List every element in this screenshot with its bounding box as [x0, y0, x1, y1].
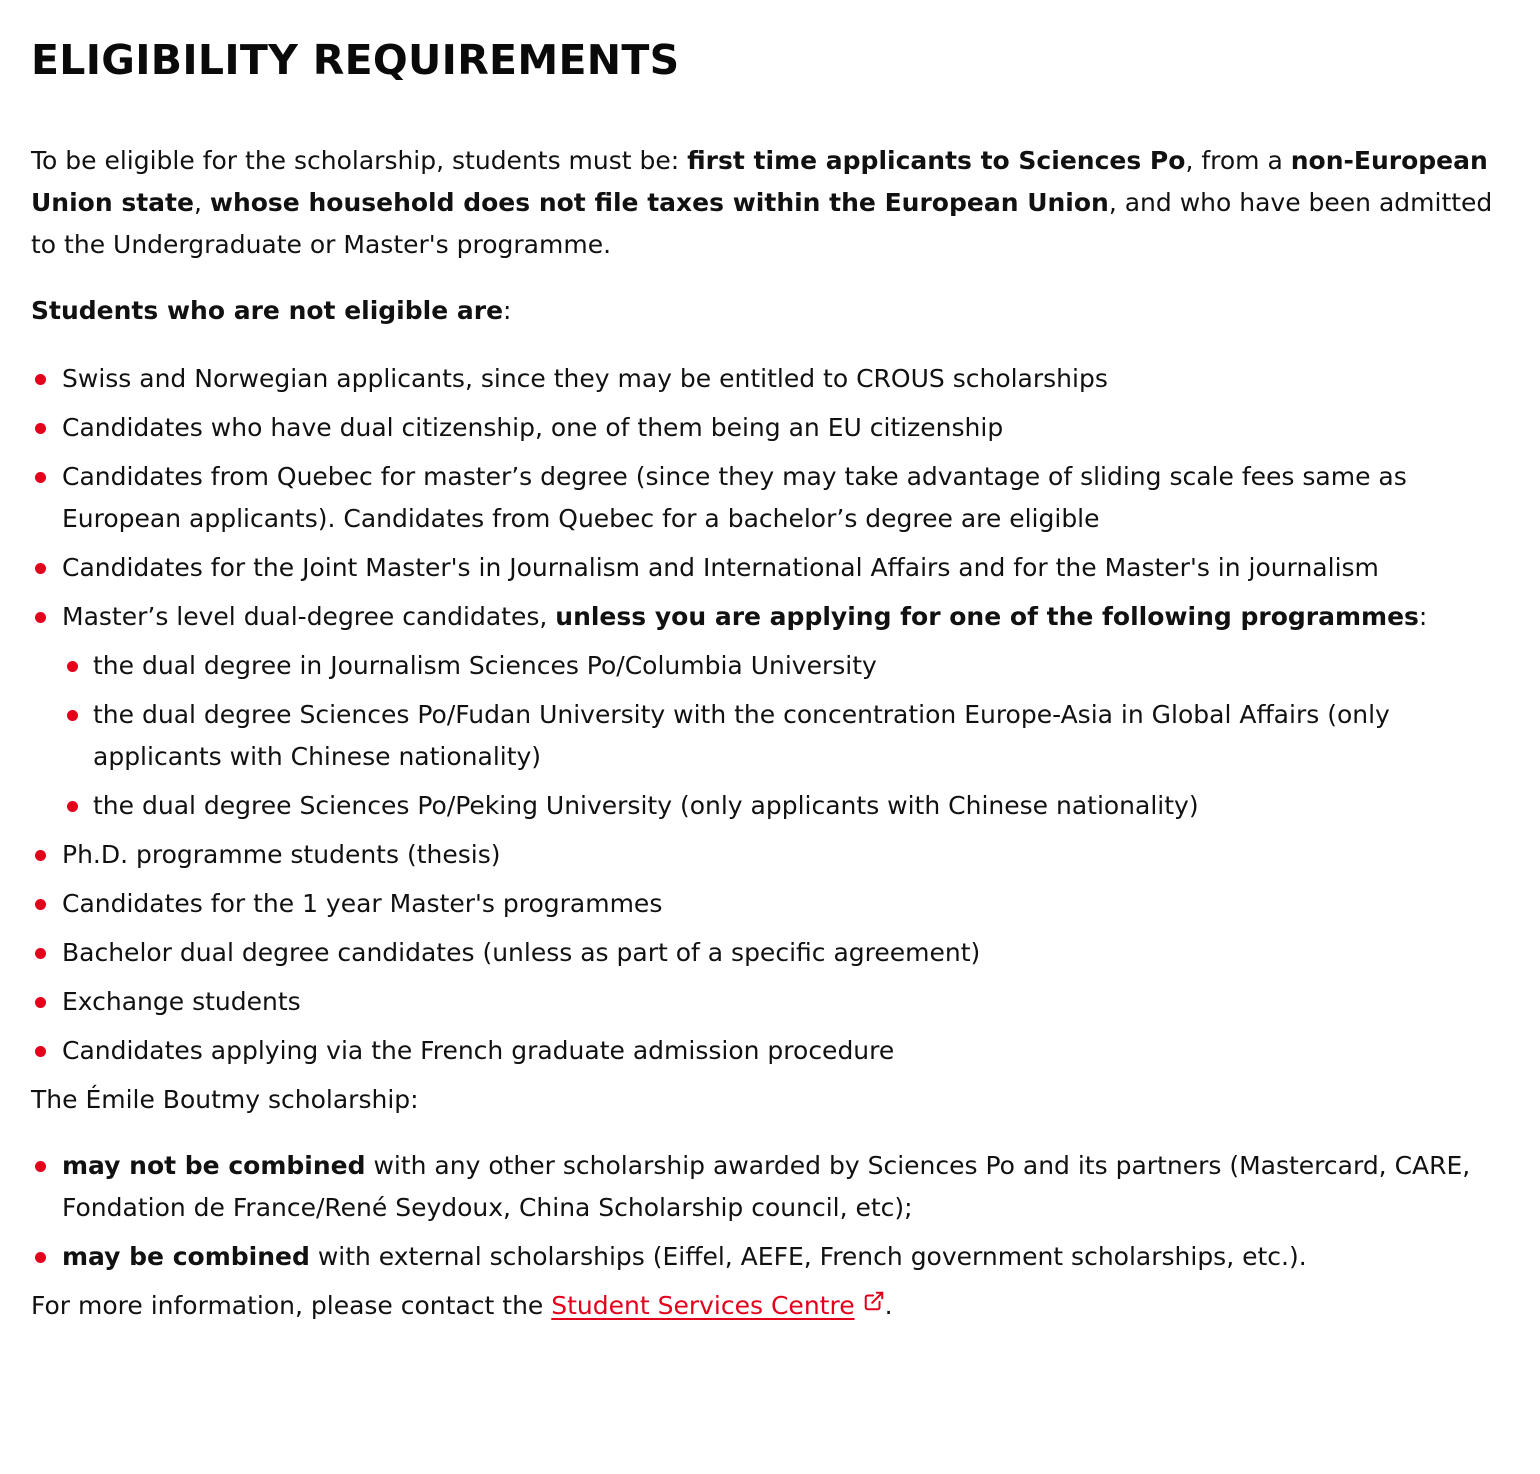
sublist-item-text: the dual degree in Journalism Sciences Po/Columbia University — [93, 651, 877, 680]
list-item — [31, 1145, 1520, 1229]
boutmy-item-bold: may be combined — [62, 1242, 310, 1271]
list-item-text: Ph.D. programme students (thesis) — [62, 840, 501, 869]
sublist-item — [62, 785, 1520, 827]
list-item — [31, 456, 1520, 540]
sublist-item-text: the dual degree Sciences Po/Peking University (only applicants with Chinese nationality) — [93, 791, 1199, 820]
intro-text-4: , and who have been admitted to the Undergraduate or Master's programme. — [31, 188, 1493, 259]
intro-text-3: , — [193, 188, 210, 217]
list-item-dual-degree — [31, 596, 1520, 827]
ineligible-list — [31, 358, 1520, 1072]
ineligible-heading — [31, 290, 1520, 332]
dual-degree-suffix: : — [1418, 602, 1428, 631]
sublist-item — [62, 694, 1520, 778]
page-title: ELIGIBILITY REQUIREMENTS — [31, 36, 680, 84]
list-item — [31, 932, 1520, 974]
list-item-text: Candidates from Quebec for master’s degree (since they may take advantage of sliding scale fees same as European applicants). Candidates from Quebec for a bachelor’s degree are eligible — [62, 462, 1407, 533]
intro-bold-non-eu: non-European Union state — [31, 146, 1488, 217]
list-item — [31, 883, 1520, 925]
list-item-text: Candidates who have dual citizenship, one of them being an EU citizenship — [62, 413, 1004, 442]
intro-bold-household: whose household does not file taxes within the European Union — [209, 188, 1109, 217]
boutmy-list — [31, 1145, 1520, 1278]
dual-degree-text: Master’s level dual-degree candidates, — [62, 602, 556, 631]
list-item-text: Candidates for the Joint Master's in Journalism and International Affairs and for the Master's in journalism — [62, 553, 1379, 582]
list-item — [31, 834, 1520, 876]
list-item-text: Candidates applying via the French graduate admission procedure — [62, 1036, 895, 1065]
sublist-item — [62, 645, 1520, 687]
list-item — [31, 407, 1520, 449]
ineligible-heading-suffix: : — [503, 296, 512, 325]
list-item-text: Exchange students — [62, 987, 301, 1016]
ineligible-heading-bold: Students who are not eligible are — [31, 296, 504, 325]
external-link-icon — [863, 1283, 885, 1325]
list-item-text: Candidates for the 1 year Master's programmes — [62, 889, 663, 918]
list-item — [31, 981, 1520, 1023]
boutmy-item-text: with external scholarships (Eiffel, AEFE, French government scholarships, etc.). — [309, 1242, 1307, 1271]
dual-degree-sublist — [62, 645, 1520, 827]
intro-text-1: To be eligible for the scholarship, students must be: — [31, 146, 688, 175]
student-services-link-label: Student Services Centre — [551, 1291, 855, 1320]
intro-paragraph — [31, 140, 1520, 266]
intro-bold-first-time: first time applicants to Sciences Po — [687, 146, 1186, 175]
boutmy-item-text: with any other scholarship awarded by Sciences Po and its partners (Mastercard, CARE, Fondation de France/René Seydoux, China Scholarship council, etc); — [62, 1151, 1471, 1222]
list-item — [31, 358, 1520, 400]
list-item-text: Swiss and Norwegian applicants, since they may be entitled to CROUS scholarships — [62, 364, 1108, 393]
contact-paragraph — [31, 1285, 1520, 1327]
boutmy-heading: The Émile Boutmy scholarship: — [31, 1085, 419, 1114]
list-item — [31, 1236, 1520, 1278]
student-services-link[interactable] — [551, 1291, 884, 1320]
dual-degree-bold: unless you are applying for one of the following programmes — [555, 602, 1419, 631]
intro-text-2: , from a — [1185, 146, 1291, 175]
list-item-text: Bachelor dual degree candidates (unless as part of a specific agreement) — [62, 938, 981, 967]
list-item — [31, 1030, 1520, 1072]
contact-end: . — [884, 1291, 893, 1320]
contact-text: For more information, please contact the — [31, 1291, 552, 1320]
list-item — [31, 547, 1520, 589]
sublist-item-text: the dual degree Sciences Po/Fudan University with the concentration Europe-Asia in Global Affairs (only applicants with Chinese nationality) — [93, 700, 1390, 771]
boutmy-item-bold: may not be combined — [62, 1151, 366, 1180]
